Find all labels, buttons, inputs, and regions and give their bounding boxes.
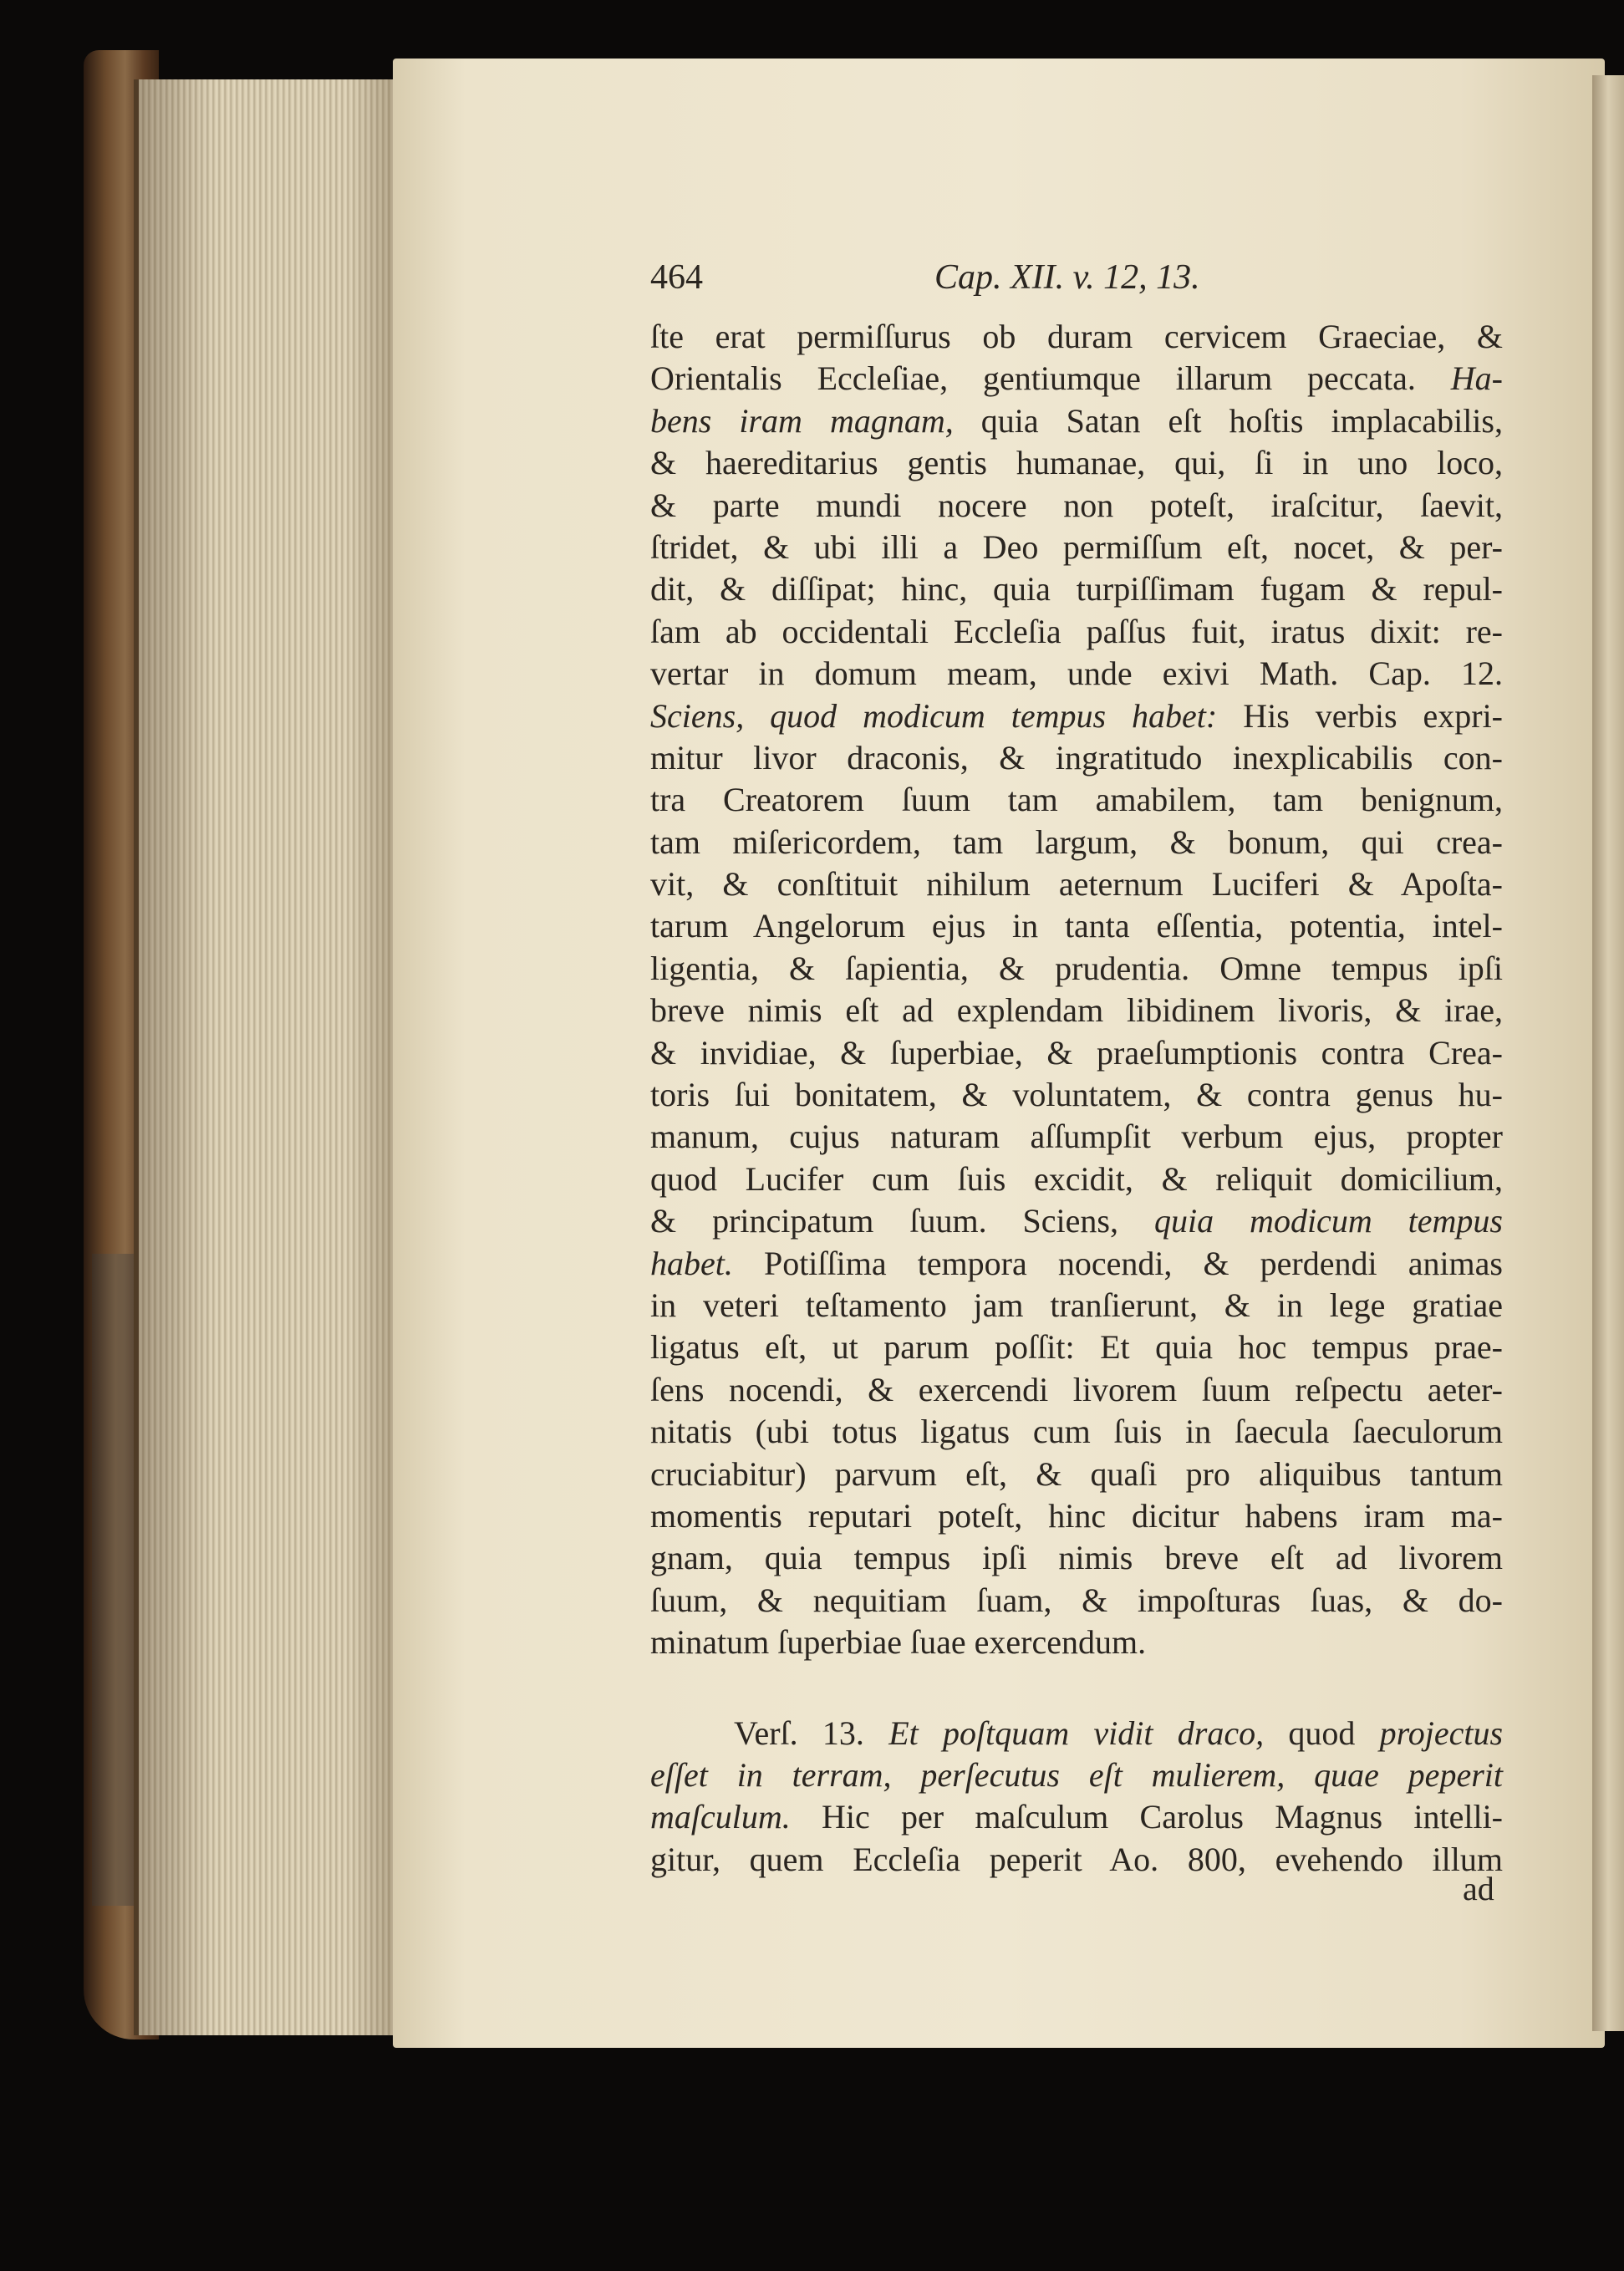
text-line: habet. Potiſſima tempora nocendi, & perdendi animas (650, 1244, 1503, 1282)
facing-page-edge (1592, 75, 1624, 2031)
text-line: breve nimis eſt ad explendam libidinem livoris, & irae, (650, 991, 1503, 1030)
text-line: tam miſericordem, tam largum, & bonum, qui crea- (650, 822, 1503, 861)
text-line: ligentia, & ſapientia, & prudentia. Omne tempus ipſi (650, 949, 1503, 987)
catchword: ad (1463, 1870, 1494, 1907)
text-line: ſtridet, & ubi illi a Deo permiſſum eſt, nocet, & per- (650, 527, 1503, 566)
text-line: manum, cujus naturam aſſumpſit verbum ejus, propter (650, 1118, 1503, 1156)
page-number: 464 (650, 258, 703, 297)
text-line: Sciens, quod modicum tempus habet: His verbis expri- (650, 696, 1504, 735)
text-line: bens iram magnam, quia Satan eſt hoſtis implacabilis, (650, 401, 1503, 440)
text-line: vertar in domum meam, unde exivi Math. Cap. 12. (650, 654, 1503, 693)
text-line: Orientalis Eccleſiae, gentiumque illarum peccata. Ha- (650, 359, 1503, 398)
text-body (650, 316, 1503, 1881)
text-line: ſuum, & nequitiam ſuam, & impoſturas ſuas, & do- (650, 1581, 1503, 1619)
text-line: eſſet in terram, perſecutus eſt mulierem, quae peperit (650, 1755, 1503, 1794)
text-line: mitur livor draconis, & ingratitudo inexplicabilis con- (650, 738, 1503, 777)
text-line: & parte mundi nocere non poteſt, iraſcitur, ſaevit, (650, 486, 1503, 524)
text-line: ſam ab occidentali Eccleſia paſſus fuit, iratus dixit: re- (650, 612, 1503, 650)
text-line: vit, & conſtituit nihilum aeternum Luciferi & Apoſta- (650, 865, 1503, 904)
text-line: in veteri teſtamento jam tranſierunt, & in lege gratiae (650, 1286, 1503, 1324)
text-line: momentis reputari poteſt, hinc dicitur habens iram ma- (650, 1496, 1503, 1535)
text-line: quod Lucifer cum ſuis excidit, & reliquit domicilium, (650, 1159, 1503, 1198)
text-line: & principatum ſuum. Sciens, quia modicum tempus (650, 1202, 1503, 1240)
text-line: ſte erat permiſſurus ob duram cervicem Graeciae, & (650, 318, 1503, 355)
text-line: maſculum. Hic per maſculum Carolus Magnus intelli- (650, 1798, 1503, 1836)
text-line: toris ſui bonitatem, & voluntatem, & contra genus hu- (650, 1076, 1503, 1114)
page-edges-shade (134, 79, 401, 2035)
text-line: & haereditarius gentis humanae, qui, ſi in uno loco, (650, 444, 1503, 482)
text-line: & invidiae, & ſuperbiae, & praeſumptionis contra Crea- (650, 1033, 1503, 1072)
text-line: ligatus eſt, ut parum poſſit: Et quia hoc tempus prae- (650, 1328, 1503, 1367)
text-line: tarum Angelorum ejus in tanta eſſentia, potentia, intel- (650, 907, 1503, 945)
text-line: gnam, quia tempus ipſi nimis breve eſt ad livorem (650, 1539, 1503, 1577)
text-line: minatum ſuperbiae ſuae exercendum. (650, 1623, 1147, 1662)
running-head (650, 251, 1503, 309)
text-line: tra Creatorem ſuum tam amabilem, tam benignum, (650, 781, 1503, 819)
paragraph-gap (650, 1664, 1503, 1713)
verse-heading-line: Verſ. 13. Et poſtquam vidit draco, quod projectus (734, 1713, 1504, 1752)
text-line: gitur, quem Eccleſia peperit Ao. 800, evehendo illum (650, 1840, 1503, 1878)
text-line: dit, & diſſipat; hinc, quia turpiſſimam fugam & repul- (650, 570, 1503, 608)
text-line: nitatis (ubi totus ligatus cum ſuis in ſaecula ſaeculorum (650, 1413, 1503, 1451)
text-line: ſens nocendi, & exercendi livorem ſuum reſpectu aeter- (650, 1370, 1503, 1408)
text-line: cruciabitur) parvum eſt, & quaſi pro aliquibus tantum (650, 1454, 1503, 1493)
running-title: Cap. XII. v. 12, 13. (934, 258, 1200, 297)
